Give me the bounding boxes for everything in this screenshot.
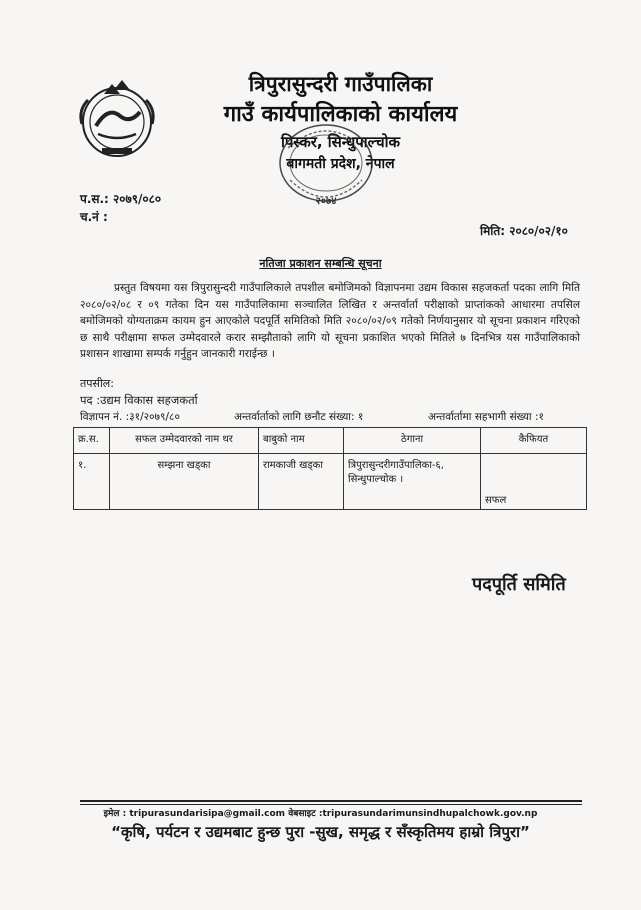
stamp-year: २०७४ [315, 196, 337, 207]
table-row [74, 454, 587, 510]
header-candidate: सफल उम्मेदवारको नाम थर [110, 428, 259, 454]
header-remarks: कैफियत [481, 428, 587, 454]
municipality-name: त्रिपुरासुन्दरी गाउँपालिका [248, 72, 433, 96]
office-name: गाउँ कार्यपालिकाको कार्यालय [223, 102, 458, 127]
participant-count: अन्तर्वार्तामा सहभागी संख्या :१ [428, 411, 544, 423]
committee-signature: पदपूर्ति समिति [472, 574, 566, 595]
office-stamp [270, 118, 382, 208]
footer-slogan: “कृषि, पर्यटन र उद्यमबाट हुन्छ पुरा -सुख, समृद्ध र सँस्कृतिमय हाम्रो त्रिपुरा” [111, 823, 530, 841]
header-serial: क्र.स. [74, 428, 110, 454]
post-title: पद :उद्यम विकास सहजकर्ता [80, 393, 198, 407]
footer-divider-thin [80, 804, 582, 805]
header-father: बाबुको नाम [259, 428, 344, 454]
reference-number: प.स.: २०७९/०८० [80, 192, 162, 206]
notice-subject [0, 256, 641, 271]
cell-address: त्रिपुरासुन्दरीगाउँपालिका-६, सिन्धुपाल्चोक । [344, 454, 481, 510]
cell-serial: १. [74, 454, 110, 510]
header-address: ठेगाना [344, 428, 481, 454]
table-header-row [74, 428, 587, 454]
advertisement-number: विज्ञापन नं. :३१/२०७९/८० [80, 411, 180, 423]
results-table [73, 427, 587, 510]
shortlist-count: अन्तर्वार्ताको लागि छनौट संख्या: १ [234, 411, 364, 423]
office-location: पिस्कर, सिन्धुपाल्चोक [280, 133, 401, 151]
letter-date: मिति: २०८०/०२/१० [480, 224, 568, 238]
cell-father: रामकाजी खड्का [259, 454, 344, 510]
subject-text: नतिजा प्रकाशन सम्बन्धि सूचना [259, 257, 382, 270]
dispatch-number: च.नं : [80, 210, 108, 224]
cell-remarks: सफल [481, 454, 587, 510]
office-province: बागमती प्रदेश, नेपाल [286, 156, 395, 172]
footer-divider [80, 800, 582, 802]
details-label: तपसील: [80, 377, 114, 390]
notice-body: प्रस्तुत विषयमा यस त्रिपुरासुन्दरी गाउँपालिकाले तपशील बमोजिमको विज्ञापनमा उद्यम विकास सहजकर्ता पदका लागि मिति २०८०/०२/०८ र ०९ गतेका दिन यस गाउँपालिकामा सञ्चालित लिखित र अन्तर्वार्ता परीक्षाको प्राप्तांकको आधारमा तपसिल बमोजिमको योग्यताक्रम कायम हुन आएकोले पदपूर्ति समितिको मिति २०८०/०२/०९ गतेको निर्णयानुसार यो सूचना प्रकाशन गरिएको छ साथै परीक्षामा सफल उम्मेदवारले करार सम्झौताको लागि यो सूचना प्रकाशित भएको मितिले ७ दिनभित्र यस गाउँपालिकाको प्रशासन शाखामा सम्पर्क गर्नुहुन जानकारी गराईन्छ । [80, 282, 580, 360]
footer-contact: इमेल : tripurasundarisipa@gmail.com वेबसाइट :tripurasundarimunsindhupalchowk.gov.np [103, 809, 538, 819]
cell-candidate: सम्झना खड्का [110, 454, 259, 510]
